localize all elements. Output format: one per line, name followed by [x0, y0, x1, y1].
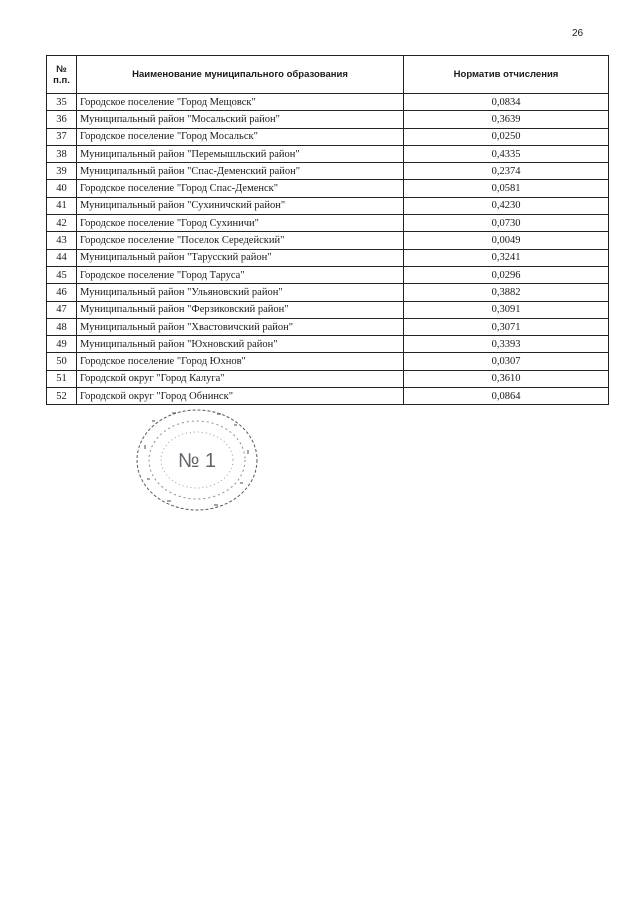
table-row — [47, 284, 609, 301]
row-value: 0,4230 — [404, 197, 609, 214]
row-name: Городское поселение "Поселок Середейский" — [77, 232, 404, 249]
row-value: 0,0250 — [404, 128, 609, 145]
row-name: Муниципальный район "Ферзиковский район" — [77, 301, 404, 318]
row-value: 0,0730 — [404, 215, 609, 232]
table-header-row — [47, 56, 609, 94]
row-name: Городское поселение "Город Спас-Деменск" — [77, 180, 404, 197]
row-value: 0,3882 — [404, 284, 609, 301]
table-row — [47, 318, 609, 335]
row-name: Городское поселение "Город Сухиничи" — [77, 215, 404, 232]
row-number: 45 — [47, 266, 77, 283]
row-value: 0,0307 — [404, 353, 609, 370]
table-row — [47, 301, 609, 318]
row-value: 0,0864 — [404, 388, 609, 405]
table-row — [47, 128, 609, 145]
row-number: 37 — [47, 128, 77, 145]
table-body — [47, 94, 609, 405]
table-row — [47, 336, 609, 353]
stamp-number: № 1 — [177, 450, 217, 472]
row-number: 48 — [47, 318, 77, 335]
row-number: 50 — [47, 353, 77, 370]
row-name: Городское поселение "Город Мещовск" — [77, 94, 404, 111]
row-number: 41 — [47, 197, 77, 214]
row-value: 0,0581 — [404, 180, 609, 197]
table-row — [47, 163, 609, 180]
row-name: Муниципальный район "Сухиничский район" — [77, 197, 404, 214]
row-name: Городской округ "Город Обнинск" — [77, 388, 404, 405]
row-name: Муниципальный район "Спас-Деменский район" — [77, 163, 404, 180]
row-value: 0,0049 — [404, 232, 609, 249]
row-number: 47 — [47, 301, 77, 318]
row-number: 42 — [47, 215, 77, 232]
row-value: 0,3241 — [404, 249, 609, 266]
header-name: Наименование муниципального образования — [77, 56, 404, 94]
table-row — [47, 249, 609, 266]
row-number: 36 — [47, 111, 77, 128]
table-row — [47, 353, 609, 370]
row-name: Муниципальный район "Хвастовичский район" — [77, 318, 404, 335]
table-row — [47, 215, 609, 232]
row-name: Городское поселение "Город Таруса" — [77, 266, 404, 283]
row-value: 0,0296 — [404, 266, 609, 283]
row-name: Муниципальный район "Мосальский район" — [77, 111, 404, 128]
header-num: № п.п. — [47, 56, 77, 94]
row-name: Муниципальный район "Тарусский район" — [77, 249, 404, 266]
row-name: Муниципальный район "Перемышльский район" — [77, 145, 404, 162]
row-number: 40 — [47, 180, 77, 197]
norm-table — [46, 55, 609, 405]
row-number: 51 — [47, 370, 77, 387]
table-row — [47, 370, 609, 387]
table-row — [47, 266, 609, 283]
row-value: 0,3071 — [404, 318, 609, 335]
row-number: 49 — [47, 336, 77, 353]
row-value: 0,4335 — [404, 145, 609, 162]
table-row — [47, 145, 609, 162]
row-value: 0,3393 — [404, 336, 609, 353]
row-number: 46 — [47, 284, 77, 301]
page-number: 26 — [572, 28, 584, 39]
table-row — [47, 94, 609, 111]
official-stamp — [122, 400, 272, 520]
row-number: 44 — [47, 249, 77, 266]
row-name: Муниципальный район "Ульяновский район" — [77, 284, 404, 301]
table-row — [47, 111, 609, 128]
row-value: 0,2374 — [404, 163, 609, 180]
row-name: Городское поселение "Город Юхнов" — [77, 353, 404, 370]
row-number: 43 — [47, 232, 77, 249]
header-norm: Норматив отчисления — [404, 56, 609, 94]
row-name: Городской округ "Город Калуга" — [77, 370, 404, 387]
table-row — [47, 232, 609, 249]
row-number: 38 — [47, 145, 77, 162]
row-number: 35 — [47, 94, 77, 111]
row-number: 39 — [47, 163, 77, 180]
row-value: 0,3091 — [404, 301, 609, 318]
row-name: Муниципальный район "Юхновский район" — [77, 336, 404, 353]
table-row — [47, 197, 609, 214]
row-value: 0,0834 — [404, 94, 609, 111]
table-row — [47, 180, 609, 197]
row-name: Городское поселение "Город Мосальск" — [77, 128, 404, 145]
row-value: 0,3610 — [404, 370, 609, 387]
row-number: 52 — [47, 388, 77, 405]
row-value: 0,3639 — [404, 111, 609, 128]
